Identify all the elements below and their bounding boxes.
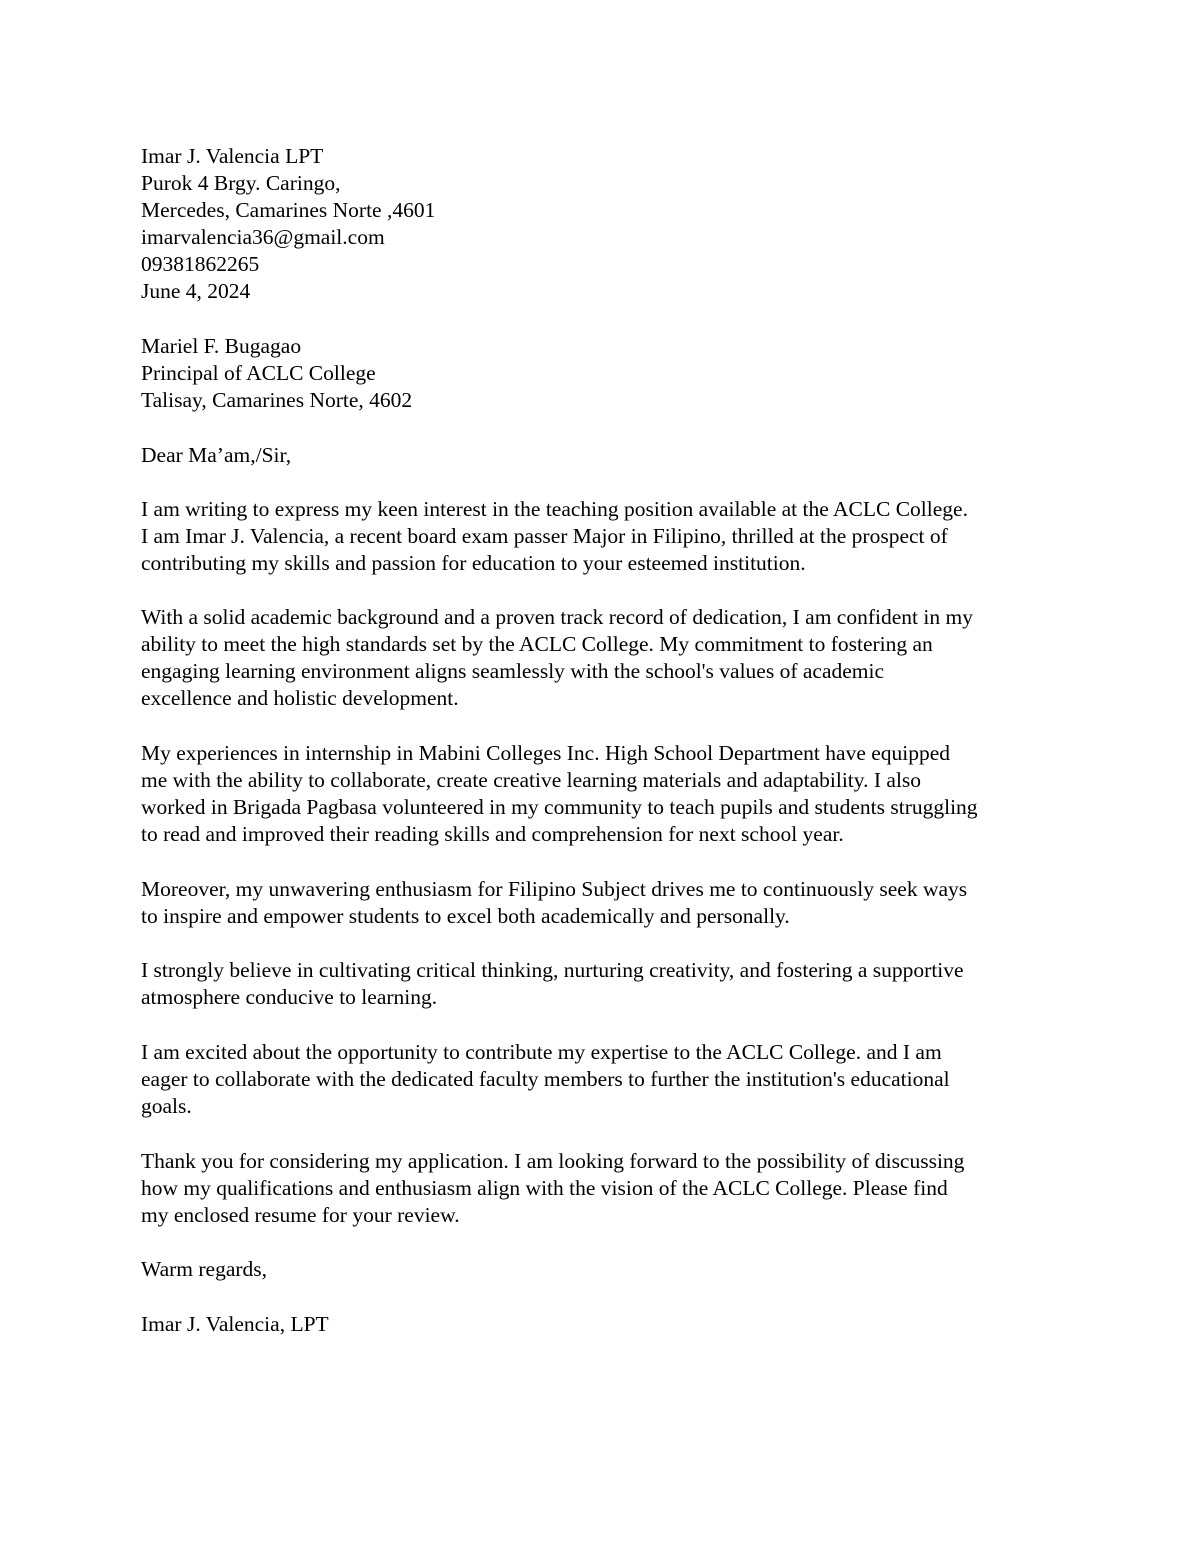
signature [141,1311,1071,1338]
body-paragraph-4 [141,876,1071,930]
closing [141,1256,1071,1283]
paragraph-line: atmosphere conducive to learning. [141,985,438,1009]
paragraph-line: My experiences in internship in Mabini Colleges Inc. High School Department have equipped [141,741,951,765]
body-paragraph-3 [141,740,1071,848]
recipient-block [141,333,1071,414]
body-paragraph-5 [141,957,1071,1011]
closing-text: Warm regards, [141,1257,268,1281]
paragraph-line: my enclosed resume for your review. [141,1203,460,1227]
paragraph-line: how my qualifications and enthusiasm align with the vision of the ACLC College. Please find [141,1176,948,1200]
body-paragraph-7 [141,1148,1071,1229]
sender-phone: 09381862265 [141,252,260,276]
sender-email: imarvalencia36@gmail.com [141,225,385,249]
sender-block [141,143,1071,305]
paragraph-line: worked in Brigada Pagbasa volunteered in my community to teach pupils and students struggling [141,795,978,819]
paragraph-line: ability to meet the high standards set by the ACLC College. My commitment to fostering an [141,632,933,656]
paragraph-line: I am Imar J. Valencia, a recent board exam passer Major in Filipino, thrilled at the prospect of [141,524,948,548]
paragraph-line: to inspire and empower students to excel both academically and personally. [141,904,790,928]
body-paragraph-2 [141,604,1071,712]
signature-name: Imar J. Valencia, LPT [141,1312,329,1336]
body-paragraph-1 [141,496,1071,577]
salutation [141,442,1071,469]
recipient-title: Principal of ACLC College [141,361,376,385]
paragraph-line: excellence and holistic development. [141,686,459,710]
sender-address-line-2: Mercedes, Camarines Norte ,4601 [141,198,436,222]
paragraph-line: to read and improved their reading skills and comprehension for next school year. [141,822,844,846]
sender-address-line-1: Purok 4 Brgy. Caringo, [141,171,341,195]
paragraph-line: I strongly believe in cultivating critical thinking, nurturing creativity, and fostering a supportive [141,958,964,982]
paragraph-line: With a solid academic background and a proven track record of dedication, I am confident in my [141,605,973,629]
paragraph-line: Moreover, my unwavering enthusiasm for Filipino Subject drives me to continuously seek ways [141,877,968,901]
paragraph-line: goals. [141,1094,192,1118]
salutation-text: Dear Ma’am,/Sir, [141,443,292,467]
body-paragraph-6 [141,1039,1071,1120]
letter-date: June 4, 2024 [141,279,251,303]
recipient-address: Talisay, Camarines Norte, 4602 [141,388,413,412]
paragraph-line: engaging learning environment aligns seamlessly with the school's values of academic [141,659,885,683]
sender-name: Imar J. Valencia LPT [141,144,324,168]
paragraph-line: me with the ability to collaborate, create creative learning materials and adaptability. I also [141,768,922,792]
paragraph-line: I am excited about the opportunity to contribute my expertise to the ACLC College. and I am [141,1040,942,1064]
paragraph-line: contributing my skills and passion for education to your esteemed institution. [141,551,806,575]
paragraph-line: Thank you for considering my application. I am looking forward to the possibility of discussing [141,1149,965,1173]
recipient-name: Mariel F. Bugagao [141,334,302,358]
paragraph-line: eager to collaborate with the dedicated faculty members to further the institution's educational [141,1067,950,1091]
paragraph-line: I am writing to express my keen interest in the teaching position available at the ACLC College. [141,497,968,521]
